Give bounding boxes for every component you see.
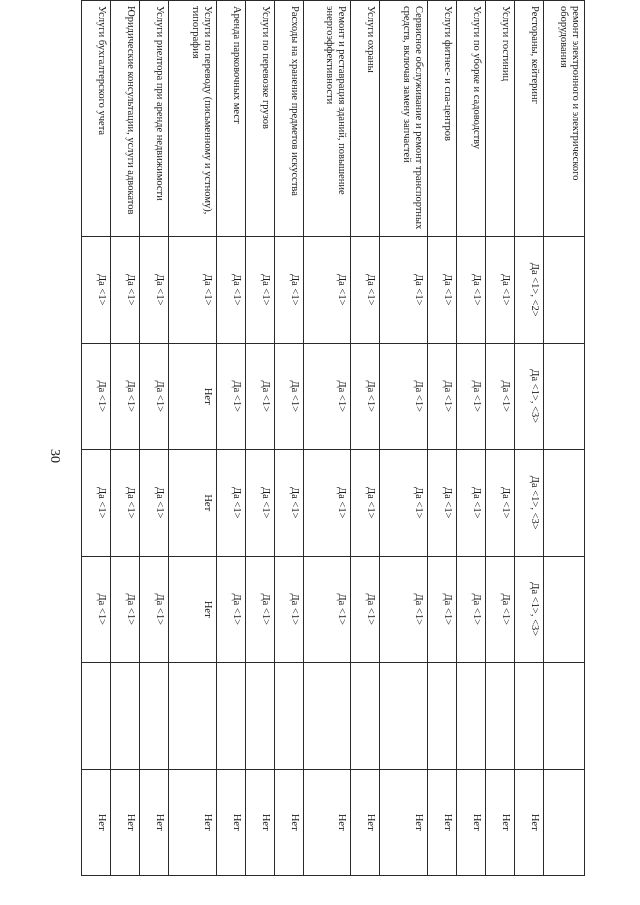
table-cell: Нет (456, 769, 485, 876)
table-cell: Да <1> (111, 237, 140, 344)
row-label-cell: Услуги риелтора при аренде недвижимости (140, 1, 169, 237)
table-row (82, 1, 111, 876)
table-cell: Да <1> (169, 237, 216, 344)
table-cell: Да <1> (82, 237, 111, 344)
table-cell: Нет (169, 343, 216, 450)
table-cell (111, 663, 140, 770)
table-row (351, 1, 380, 876)
table-cell: Да <1> (485, 237, 514, 344)
table-row (303, 1, 350, 876)
table-cell: Да <1> (427, 556, 456, 663)
table-cell: Нет (140, 769, 169, 876)
table-cell (216, 663, 245, 770)
table-cell: Да <1> (351, 343, 380, 450)
table-cell: Да <1> (456, 556, 485, 663)
table-cell (544, 769, 585, 876)
table-cell: Да <1> (140, 450, 169, 557)
table-cell (140, 663, 169, 770)
row-label-cell: Услуги фитнес- и спа-центров (427, 1, 456, 237)
table-area (80, 0, 640, 905)
table-cell: Да <1> (216, 556, 245, 663)
row-label-cell: Услуги бухгалтерского учета (82, 1, 111, 237)
table-row (514, 1, 543, 876)
table-cell: Нет (216, 769, 245, 876)
page-number: 30 (47, 449, 62, 463)
table-cell: Да <1> (303, 450, 350, 557)
row-label-cell: Услуги охраны (351, 1, 380, 237)
table-row (274, 1, 303, 876)
table-cell (82, 663, 111, 770)
table-cell: Да <1> (274, 450, 303, 557)
table-row (140, 1, 169, 876)
table-cell: Да <1> (303, 556, 350, 663)
table-row (169, 1, 216, 876)
table-cell: Да <1> (111, 556, 140, 663)
table-cell: Да <1> (216, 450, 245, 557)
row-label-cell: Юридические консультации, услуги адвокатов (111, 1, 140, 237)
table-cell (245, 663, 274, 770)
table-cell: Да <1> (274, 237, 303, 344)
table-cell: Нет (380, 769, 427, 876)
table-cell (427, 663, 456, 770)
table-row (380, 1, 427, 876)
table-cell: Нет (111, 769, 140, 876)
table-cell: Да <1>, <3> (514, 343, 543, 450)
table-cell (274, 663, 303, 770)
table-cell (544, 556, 585, 663)
table-cell: Нет (485, 769, 514, 876)
table-cell: Да <1> (485, 343, 514, 450)
table-row (544, 1, 585, 876)
table-cell: Да <1> (216, 343, 245, 450)
row-label-cell: Сервисное обслуживание и ремонт транспортных средств, включая замену запчастей (380, 1, 427, 237)
table-cell: Да <1> (82, 556, 111, 663)
rotated-table-wrapper (81, 0, 585, 876)
table-cell: Нет (245, 769, 274, 876)
table-cell (485, 663, 514, 770)
table-cell: Да <1> (427, 237, 456, 344)
table-cell: Да <1> (245, 556, 274, 663)
row-label-cell: ремонт электронного и электрического оборудования (544, 1, 585, 237)
table-row (111, 1, 140, 876)
row-label-cell: Услуги по уборке и садоводству (456, 1, 485, 237)
table-cell: Да <1> (456, 343, 485, 450)
table-cell: Нет (303, 769, 350, 876)
services-table (81, 0, 585, 876)
table-cell: Да <1> (111, 450, 140, 557)
table-cell: Да <1> (380, 556, 427, 663)
table-cell (380, 663, 427, 770)
table-cell: Нет (514, 769, 543, 876)
table-cell (544, 450, 585, 557)
table-cell: Нет (274, 769, 303, 876)
table-cell: Да <1> (274, 343, 303, 450)
table-cell: Да <1> (303, 237, 350, 344)
row-label-cell: Услуги по перевозке грузов (245, 1, 274, 237)
table-cell: Да <1> (456, 450, 485, 557)
row-label-cell: Аренда парковочных мест (216, 1, 245, 237)
table-cell: Да <1>, <2> (514, 237, 543, 344)
table-cell: Да <1> (456, 237, 485, 344)
row-label-cell: Расходы на хранение предметов искусства (274, 1, 303, 237)
table-cell: Нет (169, 769, 216, 876)
table-cell (544, 237, 585, 344)
table-cell: Да <1>, <3> (514, 556, 543, 663)
table-cell: Нет (351, 769, 380, 876)
table-cell: Да <1> (380, 450, 427, 557)
table-cell: Да <1> (485, 556, 514, 663)
table-cell: Да <1> (485, 450, 514, 557)
row-label-cell: Рестораны, кейтеринг (514, 1, 543, 237)
table-cell: Да <1> (427, 450, 456, 557)
table-row (245, 1, 274, 876)
table-cell: Да <1> (111, 343, 140, 450)
table-cell: Да <1> (380, 343, 427, 450)
table-cell: Да <1> (140, 237, 169, 344)
table-cell: Да <1>, <3> (514, 450, 543, 557)
table-row (427, 1, 456, 876)
row-label-cell: Услуги по переводу (письменному и устному), типография (169, 1, 216, 237)
table-cell: Да <1> (245, 343, 274, 450)
table-cell (514, 663, 543, 770)
row-label-cell: Ремонт и реставрация зданий, повышение энергоэффективности (303, 1, 350, 237)
table-cell: Нет (169, 556, 216, 663)
table-cell: Да <1> (274, 556, 303, 663)
table-cell (456, 663, 485, 770)
table-cell (544, 343, 585, 450)
table-cell (544, 663, 585, 770)
row-label-cell: Услуги гостиниц (485, 1, 514, 237)
table-cell (303, 663, 350, 770)
table-cell: Да <1> (351, 237, 380, 344)
table-cell: Да <1> (216, 237, 245, 344)
table-cell: Да <1> (245, 237, 274, 344)
table-cell: Да <1> (427, 343, 456, 450)
table-body (82, 1, 585, 876)
table-row (216, 1, 245, 876)
table-cell (351, 663, 380, 770)
table-cell: Да <1> (82, 343, 111, 450)
table-cell: Да <1> (351, 556, 380, 663)
table-cell: Нет (169, 450, 216, 557)
table-cell: Нет (82, 769, 111, 876)
table-cell: Да <1> (380, 237, 427, 344)
table-row (485, 1, 514, 876)
table-cell (169, 663, 216, 770)
table-cell: Да <1> (140, 343, 169, 450)
table-cell: Да <1> (245, 450, 274, 557)
table-cell: Да <1> (140, 556, 169, 663)
table-cell: Нет (427, 769, 456, 876)
table-cell: Да <1> (351, 450, 380, 557)
table-row (456, 1, 485, 876)
table-cell: Да <1> (82, 450, 111, 557)
table-cell: Да <1> (303, 343, 350, 450)
